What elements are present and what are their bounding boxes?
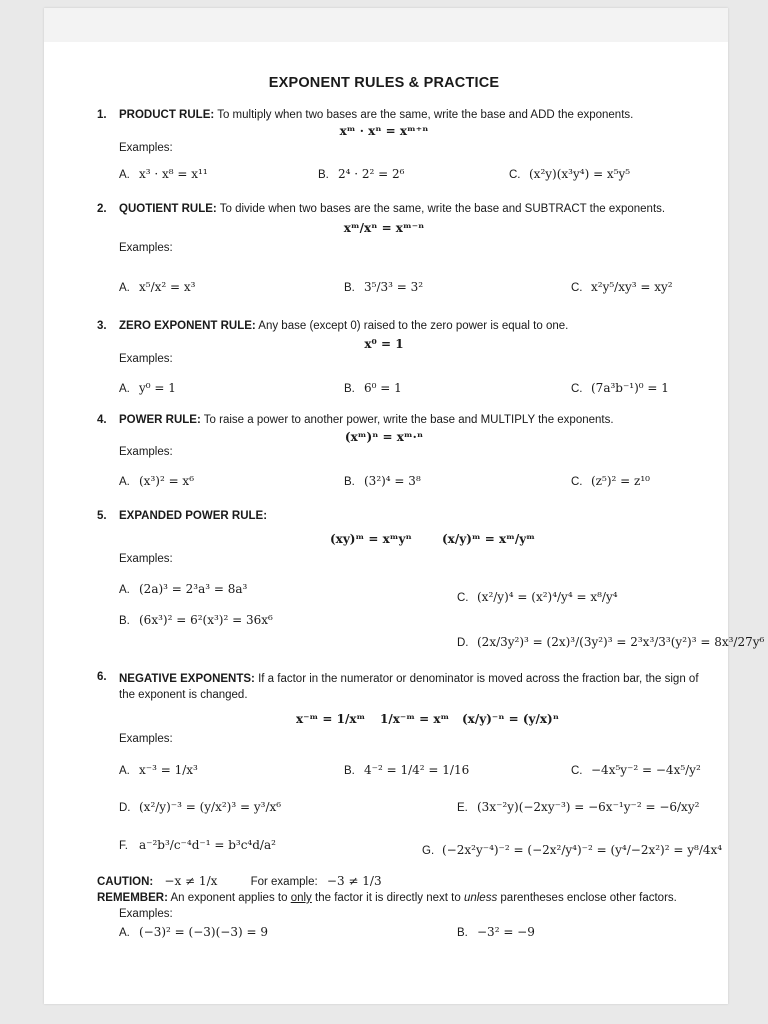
section-1-heading [119,109,633,121]
remember-example-a: A. (−3)² = (−3)(−3) = 9 [119,925,268,939]
quotient-example-c: C. x²y⁵/xy³ = xy² [571,280,673,294]
power-rule-formula: (xᵐ)ⁿ = xᵐ·ⁿ [344,430,424,444]
expanded-power-formula-product: (xy)ᵐ = xᵐyⁿ [330,532,412,546]
zero-exponent-rule-name: ZERO EXPONENT RULE: [119,320,256,332]
negative-exponents-desc: If a factor in the numerator or denominator is moved across the fraction bar, the sign of the exponent is changed. [119,673,699,701]
product-example-c: C. (x²y)(x³y⁴) = x⁵y⁵ [509,167,631,181]
zero-example-c: C. (7a³b⁻¹)⁰ = 1 [571,381,669,395]
product-example-a: A. x³ · x⁸ = x¹¹ [119,167,208,181]
caution-label: CAUTION: [97,876,154,888]
zero-example-a: A. y⁰ = 1 [119,381,176,395]
negative-formula-1: x⁻ᵐ = 1/xᵐ [296,712,366,726]
expanded-example-d: D. (2x/3y²)³ = (2x)³/(3y²)³ = 2³x³/3³(y²)³ = 8x³/27y⁶ [457,635,765,649]
remember-examples-label: Examples: [119,908,173,920]
remember-label: REMEMBER: [97,892,168,904]
section-3-examples-label: Examples: [119,353,173,365]
zero-exponent-rule-desc: Any base (except 0) raised to the zero power is equal to one. [258,320,569,332]
remember-example-b: B. −3² = −9 [457,925,535,939]
section-5-examples-label: Examples: [119,553,173,565]
section-1-examples-label: Examples: [119,142,173,154]
negative-example-g: G. (−2x²y⁻⁴)⁻² = (−2x²/y⁴)⁻² = (y⁴/−2x²)² = y⁸/4x⁴ [422,843,723,857]
zero-exponent-formula: x⁰ = 1 [364,337,404,351]
negative-example-c: C. −4x⁵y⁻² = −4x⁵/y² [571,763,701,777]
section-2-number: 2. [97,203,107,215]
negative-example-a: A. x⁻³ = 1/x³ [119,763,198,777]
power-example-b: B. (3²)⁴ = 3⁸ [344,474,421,488]
zero-example-b: B. 6⁰ = 1 [344,381,402,395]
scan-top-band [44,8,728,42]
expanded-power-rule-name: EXPANDED POWER RULE: [119,510,268,522]
negative-example-f: F. a⁻²b³/c⁻⁴d⁻¹ = b³c⁴d/a² [119,838,276,852]
power-rule-name: POWER RULE: [119,414,201,426]
caution-expr: −x ≠ 1/x [164,874,218,888]
quotient-rule-name: QUOTIENT RULE: [119,203,217,215]
quotient-example-b: B. 3⁵/3³ = 3² [344,280,424,294]
expanded-example-b: B. (6x³)² = 6²(x³)² = 36x⁶ [119,613,273,627]
expanded-example-c: C. (x²/y)⁴ = (x²)⁴/y⁴ = x⁸/y⁴ [457,590,618,604]
negative-exponents-name: NEGATIVE EXPONENTS: [119,673,255,685]
section-4-heading [119,414,614,426]
section-4-number: 4. [97,414,107,426]
expanded-power-formula-quotient: (x/y)ᵐ = xᵐ/yᵐ [442,532,536,546]
remember-text-3: parentheses enclose other factors. [500,892,677,904]
section-6-number: 6. [97,671,107,683]
caution-example-prefix: For example: [250,876,318,888]
quotient-rule-desc: To divide when two bases are the same, write the base and SUBTRACT the exponents. [219,203,666,215]
remember-unless: unless [463,892,498,904]
section-1-number: 1. [97,109,107,121]
section-2-examples-label: Examples: [119,242,173,254]
section-3-heading [119,320,568,332]
product-rule-formula: xᵐ · xⁿ = xᵐ⁺ⁿ [339,124,429,138]
remember-text-1: An exponent applies to [170,892,288,904]
remember-only: only [290,892,312,904]
caution-line [97,874,382,888]
power-example-a: A. (x³)² = x⁶ [119,474,195,488]
negative-example-e: E. (3x⁻²y)(−2xy⁻³) = −6x⁻¹y⁻² = −6/xy² [457,800,700,814]
page-title: EXPONENT RULES & PRACTICE [268,75,500,91]
negative-formula-2: 1/x⁻ᵐ = xᵐ [380,712,450,726]
remember-text-2: the factor it is directly next to [315,892,461,904]
negative-formula-3: (x/y)⁻ⁿ = (y/x)ⁿ [462,712,559,726]
quotient-example-a: A. x⁵/x² = x³ [119,280,196,294]
section-3-number: 3. [97,320,107,332]
product-rule-name: PRODUCT RULE: [119,109,215,121]
remember-line [97,892,677,904]
section-2-heading [119,203,665,215]
product-rule-desc: To multiply when two bases are the same, write the base and ADD the exponents. [217,109,634,121]
section-4-examples-label: Examples: [119,446,173,458]
section-6-heading [119,671,711,703]
caution-example-expr: −3 ≠ 1/3 [326,874,382,888]
negative-example-b: B. 4⁻² = 1/4² = 1/16 [344,763,470,777]
section-6-examples-label: Examples: [119,733,173,745]
power-example-c: C. (z⁵)² = z¹⁰ [571,474,650,488]
power-rule-desc: To raise a power to another power, write the base and MULTIPLY the exponents. [203,414,614,426]
section-5-number: 5. [97,510,107,522]
product-example-b: B. 2⁴ · 2² = 2⁶ [318,167,405,181]
quotient-rule-formula: xᵐ/xⁿ = xᵐ⁻ⁿ [343,221,425,235]
negative-example-d: D. (x²/y)⁻³ = (y/x²)³ = y³/x⁶ [119,800,282,814]
expanded-example-a: A. (2a)³ = 2³a³ = 8a³ [119,582,248,596]
